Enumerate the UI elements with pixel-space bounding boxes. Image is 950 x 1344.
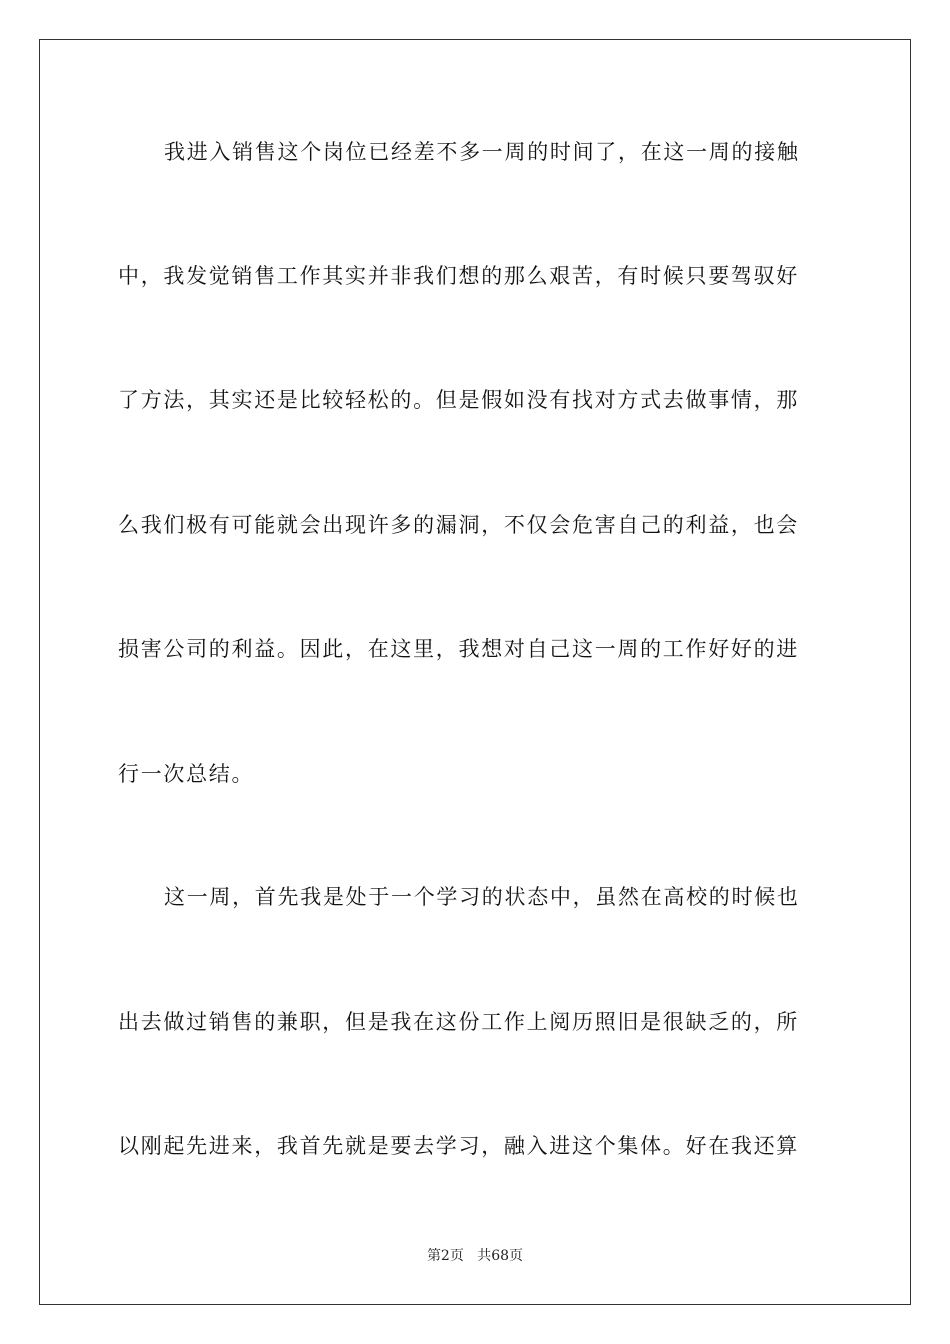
paragraph-line: 损害公司的利益。因此，在这里，我想对自己这一周的工作好好的进 [118,637,799,661]
paragraph-line: 出去做过销售的兼职，但是我在这份工作上阅历照旧是很缺乏的，所 [118,1010,799,1034]
page-footer [0,1247,950,1265]
paragraph-line: 我进入销售这个岗位已经差不多一周的时间了，在这一周的接触 [164,140,800,164]
paragraph-line: 这一周，首先我是处于一个学习的状态中，虽然在高校的时候也 [164,885,800,909]
paragraph-line: 中，我发觉销售工作其实并非我们想的那么艰苦，有时候只要驾驭好 [118,264,799,288]
page-number: 第2页 [426,1248,464,1264]
page-border [39,39,911,1305]
paragraph-line: 么我们极有可能就会出现许多的漏洞，不仅会危害自己的利益，也会 [118,513,799,537]
page-total: 共68页 [477,1248,524,1264]
paragraph-line: 以刚起先进来，我首先就是要去学习，融入进这个集体。好在我还算 [118,1134,799,1158]
paragraph-line: 行一次总结。 [118,762,255,786]
paragraph-line: 了方法，其实还是比较轻松的。但是假如没有找对方式去做事情，那 [118,388,799,412]
